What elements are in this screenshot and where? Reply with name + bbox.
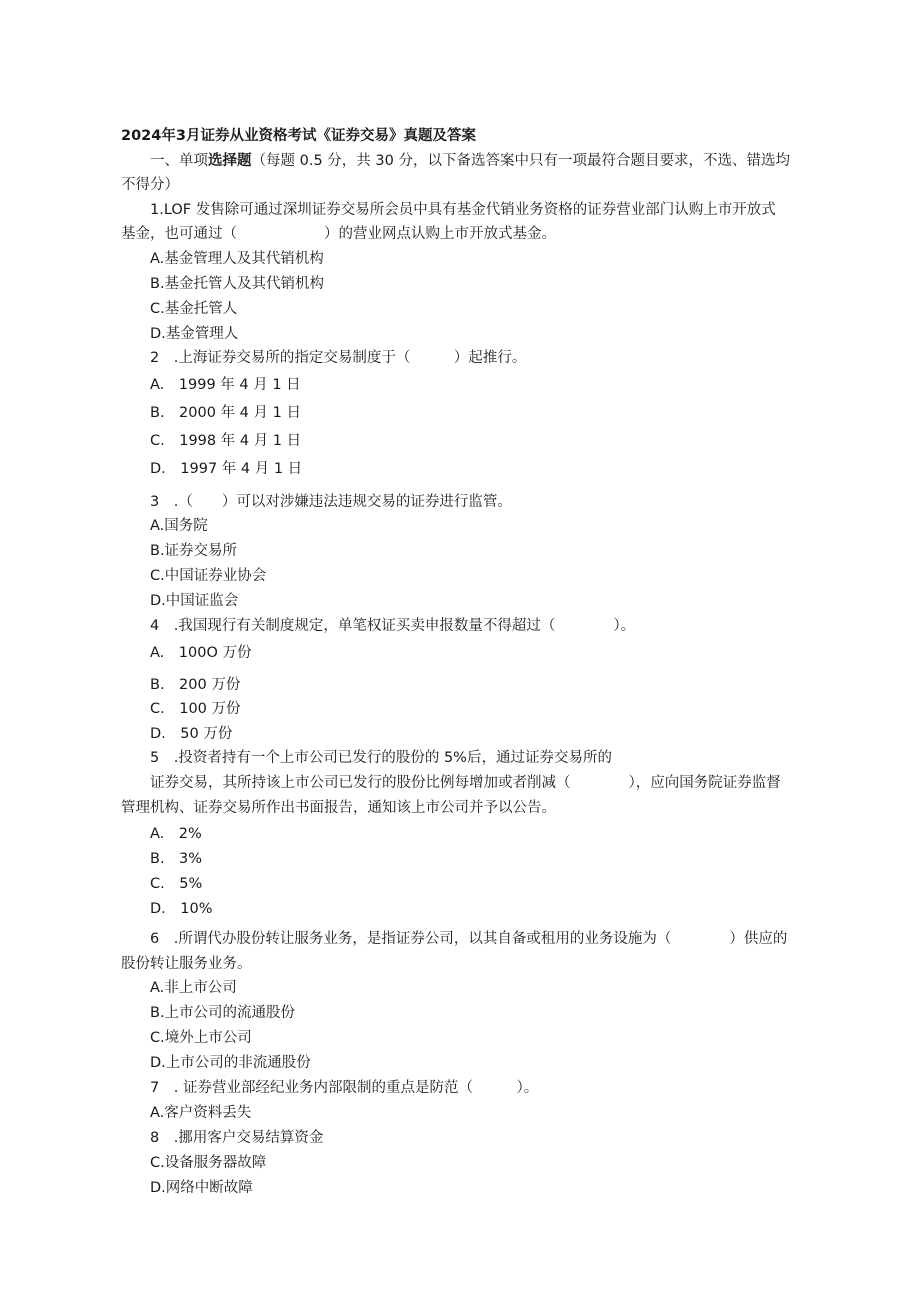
question-3-stem: 3 .（ ）可以对涉嫌违法违规交易的证券进行监管。: [150, 494, 512, 510]
question-1-option-c: C.基金托管人: [150, 301, 238, 317]
question-7-option-c: C.设备服务器故障: [150, 1155, 267, 1171]
question-1-option-b: B.基金托管人及其代销机构: [150, 276, 325, 292]
question-6-option-c: C.境外上市公司: [150, 1030, 252, 1046]
question-1-option-a: A.基金管理人及其代销机构: [150, 251, 324, 267]
question-5-option-a: A. 2%: [150, 826, 202, 842]
section-header-line2: 不得分）: [121, 177, 179, 193]
question-3-option-d: D.中国证监会: [150, 593, 239, 609]
question-4-option-a: A. 100O 万份: [150, 645, 252, 661]
document-title: 2024年3月证券从业资格考试《证券交易》真题及答案: [121, 128, 476, 144]
question-6-option-b: B.上市公司的流通股份: [150, 1005, 296, 1021]
question-6-stem-line1: 6 .所谓代办股份转让服务业务，是指证券公司，以其自备或租用的业务设施为（ ）供应的: [150, 931, 788, 947]
section-header-part1: 一、单项: [150, 153, 208, 169]
question-4-option-b: B. 200 万份: [150, 677, 241, 693]
question-6-option-d: D.上市公司的非流通股份: [150, 1055, 311, 1071]
question-2-option-b: B. 2000 年 4 月 1 日: [150, 405, 301, 421]
question-3-option-a: A.国务院: [150, 518, 208, 534]
question-6-stem-line2: 股份转让服务业务。: [121, 956, 252, 972]
section-header-part2: （每题 0.5 分，共 30 分，以下备选答案中只有一项最符合题目要求，不选、错选均: [251, 153, 790, 169]
question-5-stem-line3: 管理机构、证券交易所作出书面报告，通知该上市公司并予以公告。: [121, 800, 556, 816]
question-4-option-c: C. 100 万份: [150, 701, 241, 717]
question-7-option-d: D.网络中断故障: [150, 1180, 253, 1196]
question-2-option-d: D. 1997 年 4 月 1 日: [150, 461, 303, 477]
question-5-stem-line2: 证券交易，其所持该上市公司已发行的股份比例每增加或者削减（ ），应向国务院证券监督: [150, 775, 781, 791]
question-7-option-b: 8 .挪用客户交易结算资金: [150, 1130, 324, 1146]
question-6-option-a: A.非上市公司: [150, 980, 237, 996]
section-header: [150, 152, 790, 170]
question-7-option-a: A.客户资料丢失: [150, 1105, 252, 1121]
question-5-option-d: D. 10%: [150, 901, 213, 917]
question-2-stem: 2 .上海证券交易所的指定交易制度于（ ）起推行。: [150, 350, 527, 366]
question-4-stem: 4 .我国现行有关制度规定，单笔权证买卖申报数量不得超过（ ）。: [150, 618, 636, 634]
question-7-stem: 7 . 证券营业部经纪业务内部限制的重点是防范（ ）。: [150, 1080, 539, 1096]
question-5-option-b: B. 3%: [150, 851, 203, 867]
question-4-option-d: D. 50 万份: [150, 726, 233, 742]
question-1-stem-line2: 基金，也可通过（ ）的营业网点认购上市开放式基金。: [121, 226, 556, 242]
question-1-option-d: D.基金管理人: [150, 326, 239, 342]
question-5-stem-line1: 5 .投资者持有一个上市公司已发行的股份的 5%后，通过证券交易所的: [150, 750, 612, 766]
section-header-bold: 选择题: [208, 153, 252, 169]
question-3-option-c: C.中国证券业协会: [150, 568, 267, 584]
question-3-option-b: B.证券交易所: [150, 543, 238, 559]
question-2-option-c: C. 1998 年 4 月 1 日: [150, 433, 302, 449]
question-1-stem-line1: 1.LOF 发售除可通过深圳证券交易所会员中具有基金代销业务资格的证券营业部门认购上市开放式: [150, 202, 776, 218]
question-2-option-a: A. 1999 年 4 月 1 日: [150, 377, 301, 393]
question-5-option-c: C. 5%: [150, 876, 203, 892]
